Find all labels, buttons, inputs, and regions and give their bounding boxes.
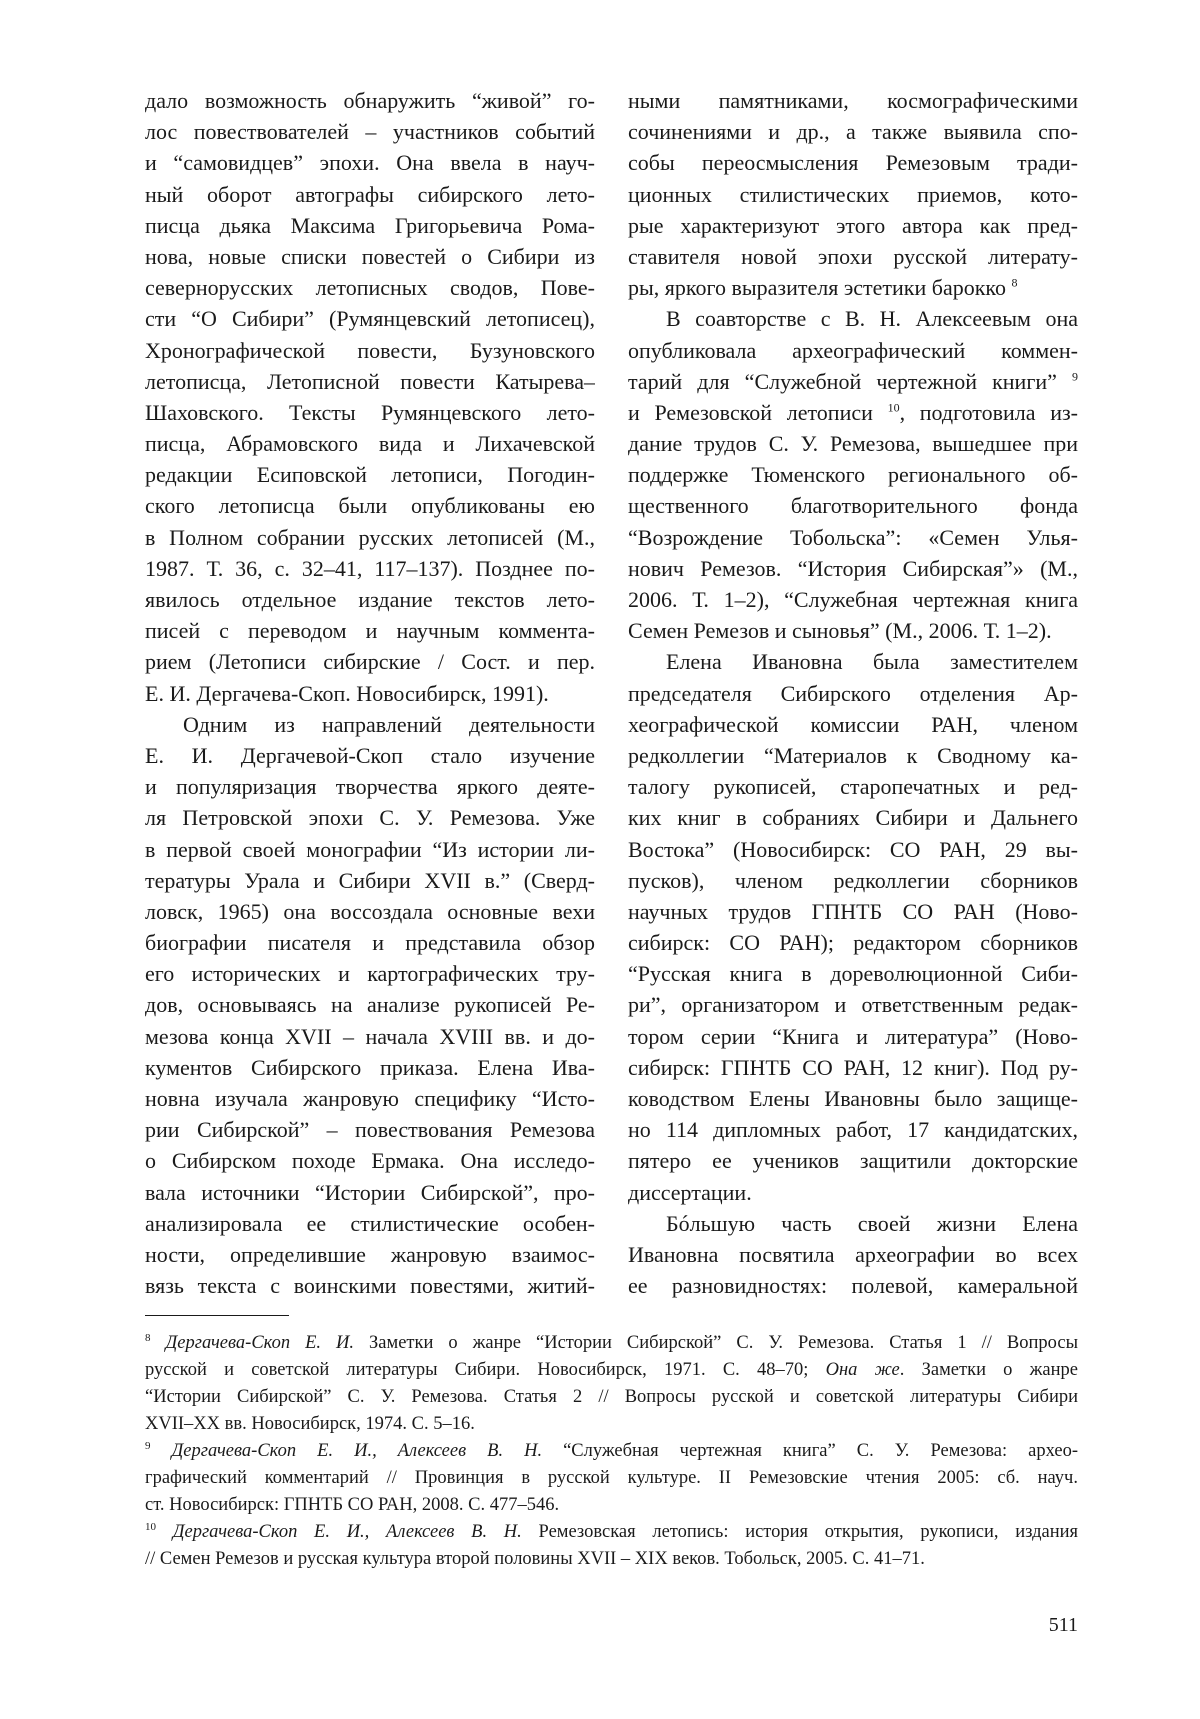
footnote-line <box>145 1411 1078 1438</box>
right-column-line <box>628 210 1078 241</box>
line-text: ее разновидностях: полевой, камеральной <box>628 1273 1078 1299</box>
footnote-line <box>145 1492 1078 1519</box>
line-text: тором серии “Книга и литература” (Ново- <box>628 1023 1078 1049</box>
line-text: в первой своей монографии “Из истории ли- <box>145 836 595 862</box>
line-text: Ивановна посвятила археографии во всех <box>628 1241 1078 1267</box>
line-text: и популяризация творчества яркого деяте- <box>145 774 595 800</box>
left-column-line <box>145 615 595 646</box>
footnote-reference[interactable]: 9 <box>1072 369 1078 384</box>
footnote-line <box>145 1519 1078 1546</box>
line-text: талогу рукописей, старопечатных и ред- <box>628 774 1078 800</box>
right-column-line <box>628 834 1078 865</box>
footnote-line <box>145 1357 1078 1384</box>
line-text: мезова конца XVII – начала XVIII вв. и до- <box>145 1023 595 1049</box>
line-text: 1987. Т. 36, с. 32–41, 117–137). Позднее по- <box>145 555 595 581</box>
left-column-line <box>145 709 595 740</box>
left-column-line <box>145 958 595 989</box>
left-column-line <box>145 771 595 802</box>
left-column-line <box>145 241 595 272</box>
right-column-line <box>628 85 1078 116</box>
line-text: ный оборот автографы сибирского лето- <box>145 181 595 207</box>
left-column-line <box>145 834 595 865</box>
line-text: диссертации. <box>628 1179 752 1205</box>
left-column-line <box>145 1239 595 1270</box>
footnote-text: графический комментарий // Провинция в русской культуре. II Ремезовские чтения 2005: сб. науч. <box>145 1468 1078 1488</box>
footnote-number: 9 <box>145 1439 151 1452</box>
line-text: Е. И. Дергачева-Скоп. Новосибирск, 1991). <box>145 680 549 706</box>
line-text: опубликовала археографический коммен- <box>628 337 1078 363</box>
line-text: ры, яркого выразителя эстетики барокко <box>628 275 1006 301</box>
line-text: пусков), членом редколлегии сборников <box>628 867 1078 893</box>
line-text: редакции Есиповской летописи, Погодин- <box>145 462 595 488</box>
left-column-line <box>145 989 595 1020</box>
left-column-line <box>145 678 595 709</box>
right-column-line <box>628 896 1078 927</box>
left-column-line <box>145 210 595 241</box>
line-text: и “самовидцев” эпохи. Она ввела в науч- <box>145 150 595 176</box>
line-text: дов, основываясь на анализе рукописей Ре- <box>145 992 595 1018</box>
line-text: Одним из направлений деятельности <box>183 711 595 737</box>
line-text: писей с переводом и научным коммента- <box>145 618 595 644</box>
line-text: 2006. Т. 1–2), “Служебная чертежная книга <box>628 587 1078 612</box>
left-column-line <box>145 116 595 147</box>
line-text: дание трудов С. У. Ремезова, вышедшее при <box>628 431 1078 457</box>
line-text: научных трудов ГПНТБ СО РАН (Ново- <box>628 898 1078 924</box>
line-text: щественного благотворительного фонда <box>628 493 1078 519</box>
footnote-number: 10 <box>145 1520 156 1533</box>
footnote-author: Дергачева-Скоп Е. И. <box>165 1333 355 1353</box>
footnote-reference[interactable]: 10 <box>887 400 900 415</box>
footnote-text: XVII–XX вв. Новосибирск, 1974. С. 5–16. <box>145 1414 475 1434</box>
right-column-line <box>628 1083 1078 1114</box>
right-column-line <box>628 1177 1078 1208</box>
line-text: вязь текста с воинскими повестями, житий- <box>145 1273 595 1299</box>
line-text: председателя Сибирского отделения Ар- <box>628 680 1078 706</box>
line-text: биографии писателя и представила обзор <box>145 930 595 956</box>
line-text: сти “О Сибири” (Румянцевский летописец), <box>145 306 595 332</box>
right-column-line <box>628 1021 1078 1052</box>
left-column-line <box>145 1145 595 1176</box>
line-text: “Возрождение Тобольска”: «Семен Улья- <box>628 524 1078 550</box>
line-text: вала источники “Истории Сибирской”, про- <box>145 1179 595 1205</box>
line-text: поддержке Тюменского регионального об- <box>628 462 1078 488</box>
right-column-line <box>628 927 1078 958</box>
left-column-line <box>145 802 595 833</box>
right-column-line <box>628 1208 1078 1239</box>
footnotes <box>145 1330 1078 1573</box>
line-text: редколлегии “Материалов к Сводному ка- <box>628 742 1078 768</box>
right-column-line <box>628 584 1078 615</box>
left-column-line <box>145 1208 595 1239</box>
right-column-line <box>628 459 1078 490</box>
left-column-line <box>145 428 595 459</box>
line-text: явилось отдельное издание текстов лето- <box>145 587 595 612</box>
footnote-text: “Служебная чертежная книга” С. У. Ремезова: архео- <box>542 1441 1078 1461</box>
right-column-line <box>628 802 1078 833</box>
right-column-line <box>628 678 1078 709</box>
line-text: писца дьяка Максима Григорьевича Рома- <box>145 212 595 238</box>
right-column-line <box>628 490 1078 521</box>
line-text: тературы Урала и Сибири XVII в.” (Сверд- <box>145 867 595 893</box>
left-column-line <box>145 1052 595 1083</box>
left-column-line <box>145 646 595 677</box>
line-text: дало возможность обнаружить “живой” го- <box>145 88 595 113</box>
left-column-line <box>145 1114 595 1145</box>
line-text: хеографической комиссии РАН, членом <box>628 711 1078 737</box>
footnote-author: Она же <box>825 1360 900 1380</box>
line-text: Востока” (Новосибирск: СО РАН, 29 вы- <box>628 836 1078 862</box>
left-column-line <box>145 303 595 334</box>
right-column-line <box>628 303 1078 334</box>
line-text: его исторических и картографических тру- <box>145 961 595 987</box>
footnote-text: русской и советской литературы Сибири. Новосибирск, 1971. С. 48–70; <box>145 1360 826 1380</box>
line-text: новна изучала жанровую специфику “Исто- <box>145 1086 595 1111</box>
line-text: нович Ремезов. “История Сибирская”» (М., <box>628 555 1078 581</box>
left-column-line <box>145 179 595 210</box>
line-text: сибирск: СО РАН); редактором сборников <box>628 930 1078 956</box>
left-column-line <box>145 1021 595 1052</box>
line-text: Бóльшую часть своей жизни Елена <box>666 1210 1078 1236</box>
right-column-line <box>628 397 1078 428</box>
footnote <box>145 1438 1078 1519</box>
line-text: ководством Елены Ивановны было защище- <box>628 1086 1078 1111</box>
right-column-line <box>628 1239 1078 1270</box>
footnote-text: Ремезовская летопись: история открытия, рукописи, издания <box>521 1522 1078 1542</box>
line-text: собы переосмысления Ремезовым тради- <box>628 150 1078 176</box>
line-text: сочинениями и др., а также выявила спо- <box>628 119 1078 145</box>
left-column-line <box>145 584 595 615</box>
right-column-line <box>628 522 1078 553</box>
left-column-line <box>145 1177 595 1208</box>
right-column-line <box>628 1270 1078 1301</box>
left-column-line <box>145 397 595 428</box>
footnote-text: “Истории Сибирской” С. У. Ремезова. Статья 2 // Вопросы русской и советской литературы Сибири <box>145 1387 1078 1407</box>
right-column-line <box>628 116 1078 147</box>
line-text: ри”, организатором и ответственным редак- <box>628 992 1078 1018</box>
right-column-line <box>628 740 1078 771</box>
line-text: ционных стилистических приемов, кото- <box>628 181 1078 207</box>
right-column-line <box>628 272 1078 303</box>
right-column-line <box>628 865 1078 896</box>
line-text: ского летописца были опубликованы ею <box>145 493 595 519</box>
line-text: рием (Летописи сибирские / Сост. и пер. <box>145 649 595 675</box>
left-column-line <box>145 740 595 771</box>
line-text: Семен Ремезов и сыновья” (М., 2006. Т. 1–2). <box>628 618 1052 644</box>
footnote-line <box>145 1438 1078 1465</box>
left-column-line <box>145 85 595 116</box>
line-text: но 114 дипломных работ, 17 кандидатских, <box>628 1117 1078 1143</box>
footnote-text: // Семен Ремезов и русская культура второй половины XVII – XIX веков. Тобольск, 2005. С. 41–71. <box>145 1549 925 1569</box>
right-column-line <box>628 553 1078 584</box>
right-column-line <box>628 615 1078 646</box>
footnote <box>145 1519 1078 1573</box>
line-text: “Русская книга в дореволюционной Сиби- <box>628 961 1078 987</box>
line-text: ких книг в собраниях Сибири и Дальнего <box>628 805 1078 831</box>
line-text: лос повествователей – участников событий <box>145 119 595 145</box>
line-text: о Сибирском походе Ермака. Она исследо- <box>145 1148 595 1174</box>
line-text: Е. И. Дергачевой-Скоп стало изучение <box>145 742 595 768</box>
line-text: рые характеризуют этого автора как пред- <box>628 212 1078 238</box>
line-text: летописца, Летописной повести Катырева– <box>145 368 595 394</box>
left-column-line <box>145 1083 595 1114</box>
right-column-line <box>628 147 1078 178</box>
right-column-line <box>628 1145 1078 1176</box>
footnote-line <box>145 1330 1078 1357</box>
line-text: нова, новые списки повестей о Сибири из <box>145 243 595 269</box>
right-column-line <box>628 1052 1078 1083</box>
left-column-line <box>145 147 595 178</box>
line-text: , подготовила из- <box>899 399 1078 425</box>
line-text: анализировала ее стилистические особен- <box>145 1210 595 1236</box>
line-text: в Полном собрании русских летописей (М., <box>145 524 595 550</box>
footnote <box>145 1330 1078 1438</box>
left-column-line <box>145 553 595 584</box>
left-column-line <box>145 896 595 927</box>
line-text: писца, Абрамовского вида и Лихачевской <box>145 431 595 457</box>
right-column-line <box>628 709 1078 740</box>
footnote-reference[interactable]: 8 <box>1011 275 1018 290</box>
footnote-number: 8 <box>145 1331 151 1344</box>
left-column-line <box>145 335 595 366</box>
line-text: севернорусских летописных сводов, Пове- <box>145 275 595 301</box>
line-text: рии Сибирской” – повествования Ремезова <box>145 1117 595 1143</box>
line-text: пятеро ее учеников защитили докторские <box>628 1148 1078 1174</box>
line-text: кументов Сибирского приказа. Елена Ива- <box>145 1054 595 1080</box>
line-text: Шаховского. Тексты Румянцевского лето- <box>145 399 595 425</box>
line-text: тарий для “Служебной чертежной книги” <box>628 368 1057 394</box>
right-column-line <box>628 771 1078 802</box>
footnote-line <box>145 1384 1078 1411</box>
footnote-text: ст. Новосибирск: ГПНТБ СО РАН, 2008. С. 477–546. <box>145 1495 560 1515</box>
line-text: Елена Ивановна была заместителем <box>666 649 1078 675</box>
left-column-line <box>145 366 595 397</box>
right-column-line <box>628 646 1078 677</box>
line-text: ставителя новой эпохи русской литерату- <box>628 243 1078 269</box>
page-number: 511 <box>1048 1614 1078 1636</box>
right-column-line <box>628 428 1078 459</box>
right-column-line <box>628 179 1078 210</box>
left-column-line <box>145 490 595 521</box>
line-text: ловск, 1965) она воссоздала основные вехи <box>145 898 595 924</box>
right-column-line <box>628 989 1078 1020</box>
left-column-line <box>145 865 595 896</box>
footnote-text: . Заметки о жанре <box>899 1360 1078 1380</box>
left-column-line <box>145 522 595 553</box>
line-text: Хронографической повести, Бузуновского <box>145 337 595 363</box>
left-text-column <box>145 85 595 1301</box>
right-text-column <box>628 85 1078 1301</box>
footnote-separator <box>145 1315 289 1316</box>
line-text: ля Петровской эпохи С. У. Ремезова. Уже <box>145 805 595 831</box>
left-column-line <box>145 1270 595 1301</box>
right-column-line <box>628 366 1078 397</box>
footnote-text: Заметки о жанре “Истории Сибирской” С. У. Ремезова. Статья 1 // Вопросы <box>354 1333 1078 1353</box>
right-column-line <box>628 241 1078 272</box>
right-column-line <box>628 335 1078 366</box>
left-column-line <box>145 272 595 303</box>
left-column-line <box>145 459 595 490</box>
right-column-line <box>628 1114 1078 1145</box>
line-text: сибирск: ГПНТБ СО РАН, 12 книг). Под ру- <box>628 1054 1078 1080</box>
left-column-line <box>145 927 595 958</box>
line-text: В соавторстве с В. Н. Алексеевым она <box>666 306 1078 332</box>
footnote-author: Дергачева-Скоп Е. И., Алексеев В. Н. <box>171 1441 543 1461</box>
line-text: и Ремезовской летописи <box>628 399 873 425</box>
line-text: ными памятниками, космографическими <box>628 88 1078 113</box>
line-text: ности, определившие жанровую взаимос- <box>145 1241 595 1267</box>
right-column-line <box>628 958 1078 989</box>
footnote-line <box>145 1465 1078 1492</box>
footnote-line <box>145 1546 1078 1573</box>
footnote-author: Дергачева-Скоп Е. И., Алексеев В. Н. <box>172 1522 522 1542</box>
